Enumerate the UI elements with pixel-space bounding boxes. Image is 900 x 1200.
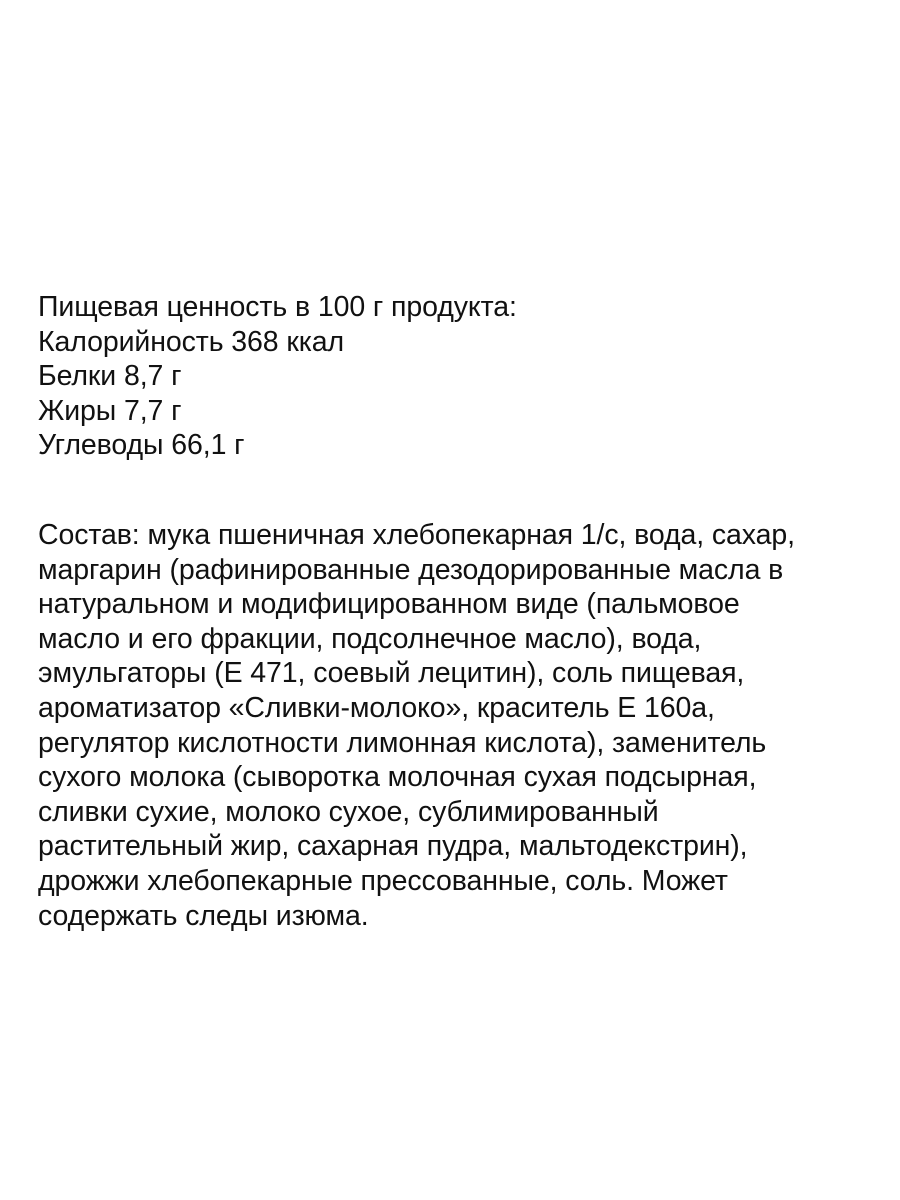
ingredients-line: маргарин (рафинированные дезодорированные масла в	[38, 553, 784, 586]
ingredients-line: сливки сухие, молоко сухое, сублимированный	[38, 795, 659, 828]
ingredients-line: эмульгаторы (Е 471, соевый лецитин), соль пищевая,	[38, 657, 745, 690]
nutrition-protein: Белки 8,7 г	[38, 360, 182, 393]
ingredients-line: содержать следы изюма.	[38, 899, 369, 932]
ingredients-line: регулятор кислотности лимонная кислота), заменитель	[38, 726, 767, 759]
nutrition-heading: Пищевая ценность в 100 г продукта:	[38, 291, 517, 323]
ingredients-line: дрожжи хлебопекарные прессованные, соль. Может	[38, 864, 728, 897]
ingredients-line: ароматизатор «Сливки-молоко», краситель Е 160а,	[38, 691, 715, 724]
ingredients-section	[38, 518, 878, 933]
nutrition-section	[38, 290, 878, 463]
nutrition-fat: Жиры 7,7 г	[38, 394, 182, 427]
section-spacer	[38, 463, 878, 518]
ingredients-line: натуральном и модифицированном виде (пальмовое	[38, 588, 740, 621]
nutrition-calories: Калорийность 368 ккал	[38, 325, 345, 358]
nutrition-carbs: Углеводы 66,1 г	[38, 429, 245, 462]
ingredients-line: масло и его фракции, подсолнечное масло), вода,	[38, 622, 702, 655]
product-info-document	[38, 290, 878, 933]
ingredients-line: Состав: мука пшеничная хлебопекарная 1/с, вода, сахар,	[38, 518, 795, 551]
ingredients-line: растительный жир, сахарная пудра, мальтодекстрин),	[38, 830, 748, 863]
ingredients-line: сухого молока (сыворотка молочная сухая подсырная,	[38, 761, 757, 794]
